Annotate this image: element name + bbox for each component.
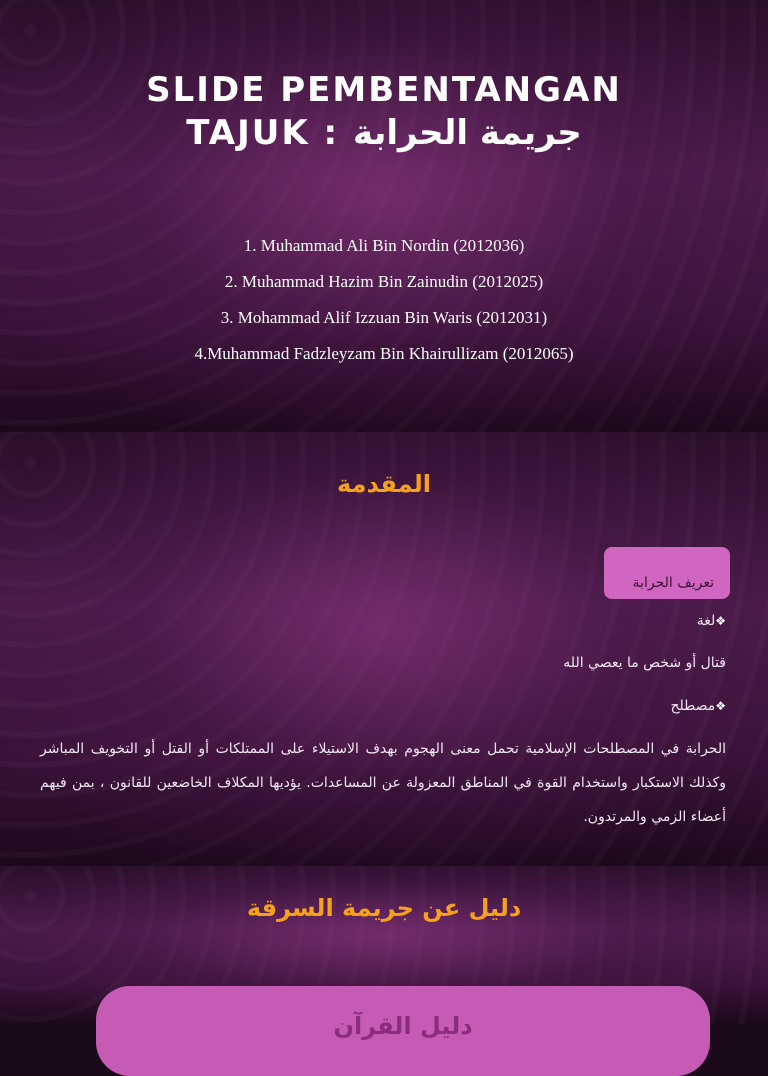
member-item: 2. Muhammad Hazim Bin Zainudin (2012025) <box>224 272 544 291</box>
quran-evidence-label: دليل القرآن <box>333 1012 473 1040</box>
definition-label-box <box>604 547 730 599</box>
member-item: 3. Mohammad Alif Izzuan Bin Waris (2012031) <box>220 308 548 327</box>
lugha-label: لغة <box>696 613 716 629</box>
introduction-heading: المقدمة <box>337 470 431 498</box>
diamond-bullet-icon: ❖ <box>715 699 726 713</box>
definition-label: تعريف الحرابة <box>632 575 714 591</box>
diamond-bullet-icon: ❖ <box>715 614 726 628</box>
title-slide <box>0 0 768 432</box>
slide-title: SLIDE PEMBENTANGAN <box>146 70 622 110</box>
member-item: 4.Muhammad Fadzleyzam Bin Khairullizam (2012065) <box>194 344 574 363</box>
member-item: 1. Muhammad Ali Bin Nordin (2012036) <box>243 236 525 255</box>
introduction-slide <box>0 432 768 866</box>
slide-topic-title: TAJUK : جريمة الحرابة <box>186 113 582 153</box>
evidence-heading: دليل عن جريمة السرقة <box>246 894 522 922</box>
istilah-label: مصطلح <box>670 698 716 714</box>
istilah-bullet <box>670 698 726 714</box>
quran-evidence-box <box>96 986 710 1076</box>
istilah-paragraph: الحرابة في المصطلحات الإسلامية تحمل معنى الهجوم بهدف الاستيلاء على الممتلكات أو القتل أو التخويف المباشر وكذلك الاستكبار واستخدام القوة في المناطق المعزولة عن المساعدات. يؤديها المكلاف الخاضعين للقانون ، بمن فيهم أعضاء الزمي والمرتدون. <box>40 741 726 825</box>
lugha-definition: قتال أو شخص ما يعصي الله <box>563 655 726 671</box>
evidence-slide <box>0 866 768 1040</box>
lugha-bullet <box>697 613 726 629</box>
member-list <box>0 232 768 376</box>
